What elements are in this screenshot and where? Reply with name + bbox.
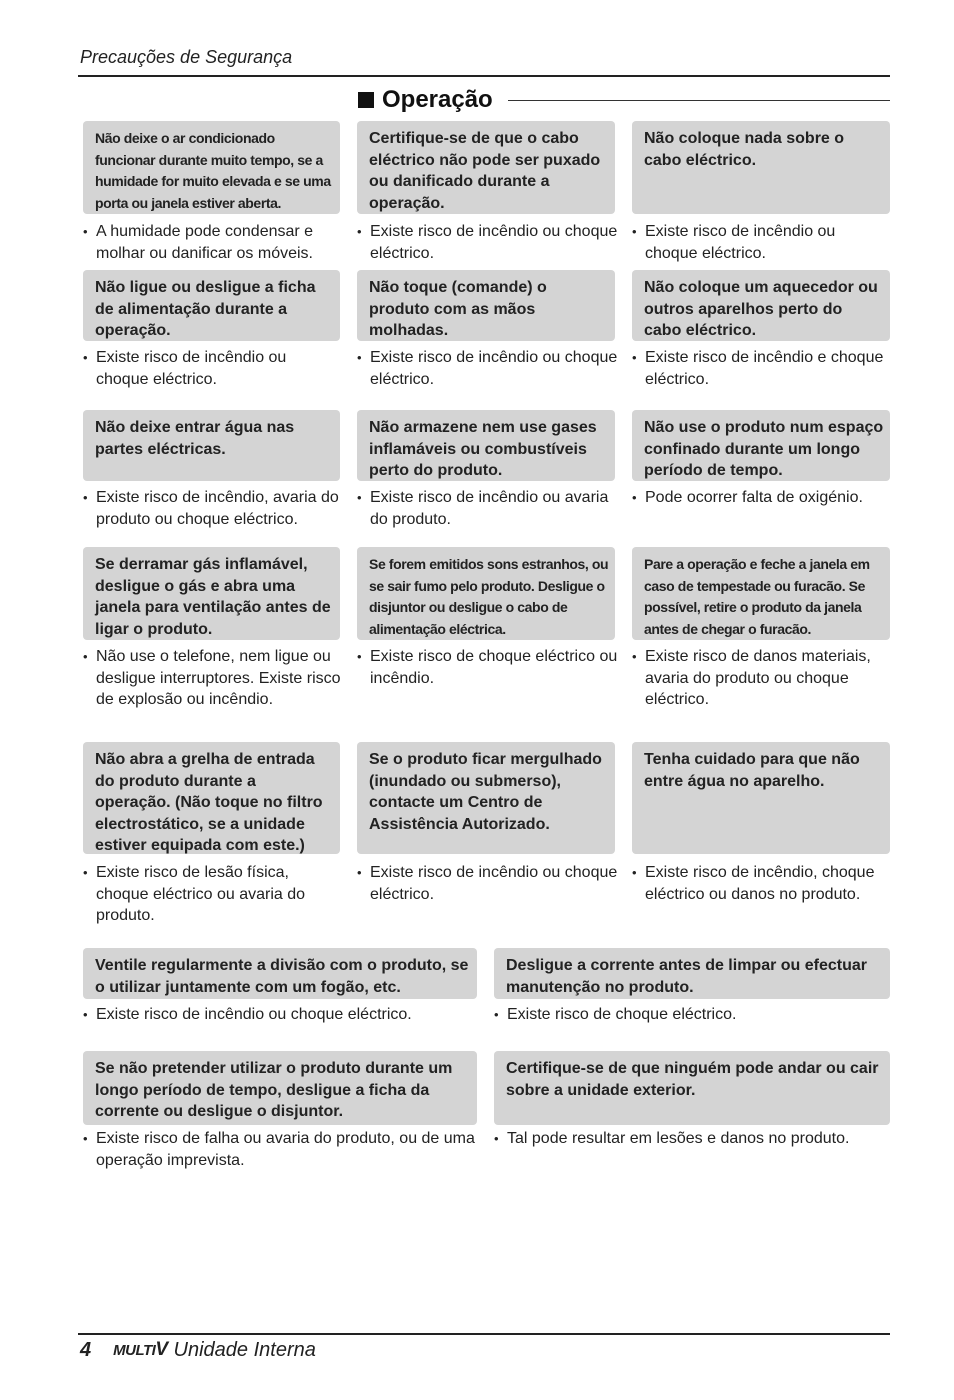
bullet-icon: • <box>632 649 637 664</box>
warning-box: Certifique-se de que o cabo eléctrico não pode ser puxado ou danificado durante a operação. <box>357 121 615 214</box>
bullet-icon: • <box>83 490 88 505</box>
warning-note: • Existe risco de incêndio ou choque eléctrico. <box>357 223 618 262</box>
section-title: Operação <box>382 86 493 113</box>
section-rule <box>508 100 890 101</box>
page-number: 4 <box>80 1338 92 1361</box>
bullet-icon: • <box>494 1131 499 1146</box>
section-heading <box>358 86 493 114</box>
warning-note: • Existe risco de incêndio, choque eléctrico ou danos no produto. <box>632 864 875 903</box>
square-bullet-icon <box>358 92 374 108</box>
warning-note: • Existe risco de choque eléctrico. <box>494 1004 890 1026</box>
warning-box: Tenha cuidado para que não entre água no aparelho. <box>632 742 890 854</box>
warning-note: • Existe risco de incêndio ou avaria do produto. <box>357 489 609 528</box>
header-rule <box>78 75 890 77</box>
warning-note: • Existe risco de incêndio ou choque eléctrico. <box>83 349 287 388</box>
bullet-icon: • <box>83 224 88 239</box>
bullet-icon: • <box>357 350 362 365</box>
warning-note: • Pode ocorrer falta de oxigénio. <box>632 487 890 509</box>
page-footer <box>80 1337 316 1363</box>
warning-box: Pare a operação e feche a janela em caso de tempestade ou furacão. Se possível, retire o produto da janela antes de chegar o furacão. <box>632 547 890 640</box>
bullet-icon: • <box>83 1007 88 1022</box>
warning-box: Se não pretender utilizar o produto durante um longo período de tempo, desligue a ficha da corrente ou desligue o disjuntor. <box>83 1051 477 1125</box>
warning-box: Não ligue ou desligue a ficha de alimentação durante a operação. <box>83 270 340 341</box>
running-header: Precauções de Segurança <box>80 47 293 67</box>
warning-box: Não deixe o ar condicionado funcionar durante muito tempo, se a humidade for muito elevada e se uma porta ou janela estiver aberta. <box>83 121 340 214</box>
warning-note: • Tal pode resultar em lesões e danos no produto. <box>494 1128 890 1150</box>
warning-box: Não coloque um aquecedor ou outros aparelhos perto do cabo eléctrico. <box>632 270 890 341</box>
warning-note: • Existe risco de incêndio e choque eléctrico. <box>632 349 884 388</box>
bullet-icon: • <box>632 490 637 505</box>
warning-box: Se derramar gás inflamável, desligue o gás e abra uma janela para ventilação antes de ligar o produto. <box>83 547 340 640</box>
warning-note: • Existe risco de choque eléctrico ou incêndio. <box>357 648 618 687</box>
warning-box: Não deixe entrar água nas partes eléctricas. <box>83 410 340 481</box>
warning-note: • Existe risco de incêndio ou choque eléctrico. <box>632 223 836 262</box>
warning-box: Não toque (comande) o produto com as mãos molhadas. <box>357 270 615 341</box>
bullet-icon: • <box>632 224 637 239</box>
warning-note: • Existe risco de incêndio, avaria do produto ou choque eléctrico. <box>83 489 339 528</box>
warning-box: Não armazene nem use gases inflamáveis ou combustíveis perto do produto. <box>357 410 615 481</box>
warning-note: • Não use o telefone, nem ligue ou desligue interruptores. Existe risco de explosão ou incêndio. <box>83 648 341 708</box>
warning-box: Se o produto ficar mergulhado (inundado ou submerso), contacte um Centro de Assistência Autorizado. <box>357 742 615 854</box>
brand-logo: MULTIV <box>113 1339 168 1360</box>
warning-box: Não coloque nada sobre o cabo eléctrico. <box>632 121 890 214</box>
bullet-icon: • <box>357 865 362 880</box>
warning-note: • Existe risco de danos materiais, avaria do produto ou choque eléctrico. <box>632 648 871 708</box>
warning-box: Ventile regularmente a divisão com o produto, se o utilizar juntamente com um fogão, etc. <box>83 948 477 999</box>
bullet-icon: • <box>632 865 637 880</box>
warning-box: Se forem emitidos sons estranhos, ou se sair fumo pelo produto. Desligue o disjuntor ou desligue o cabo de alimentação eléctrica. <box>357 547 615 640</box>
footer-label: Unidade Interna <box>173 1338 316 1361</box>
bullet-icon: • <box>83 1131 88 1146</box>
warning-note: • Existe risco de incêndio ou choque eléctrico. <box>83 1004 477 1026</box>
warning-note: • Existe risco de incêndio ou choque eléctrico. <box>357 864 618 903</box>
warning-note: • A humidade pode condensar e molhar ou danificar os móveis. <box>83 223 314 262</box>
warning-box: Desligue a corrente antes de limpar ou efectuar manutenção no produto. <box>494 948 890 999</box>
footer-rule <box>78 1333 890 1335</box>
warning-note: • Existe risco de incêndio ou choque eléctrico. <box>357 349 618 388</box>
bullet-icon: • <box>357 224 362 239</box>
bullet-icon: • <box>357 649 362 664</box>
warning-box: Não abra a grelha de entrada do produto durante a operação. (Não toque no filtro electrostático, se a unidade estiver equipada com este.) <box>83 742 340 854</box>
warning-note: • Existe risco de lesão física, choque eléctrico ou avaria do produto. <box>83 864 306 924</box>
bullet-icon: • <box>83 649 88 664</box>
bullet-icon: • <box>83 865 88 880</box>
warning-note: • Existe risco de falha ou avaria do produto, ou de uma operação imprevista. <box>83 1130 475 1169</box>
warning-box: Não use o produto num espaço confinado durante um longo período de tempo. <box>632 410 890 481</box>
bullet-icon: • <box>83 350 88 365</box>
warning-box: Certifique-se de que ninguém pode andar ou cair sobre a unidade exterior. <box>494 1051 890 1125</box>
bullet-icon: • <box>357 490 362 505</box>
bullet-icon: • <box>632 350 637 365</box>
bullet-icon: • <box>494 1007 499 1022</box>
